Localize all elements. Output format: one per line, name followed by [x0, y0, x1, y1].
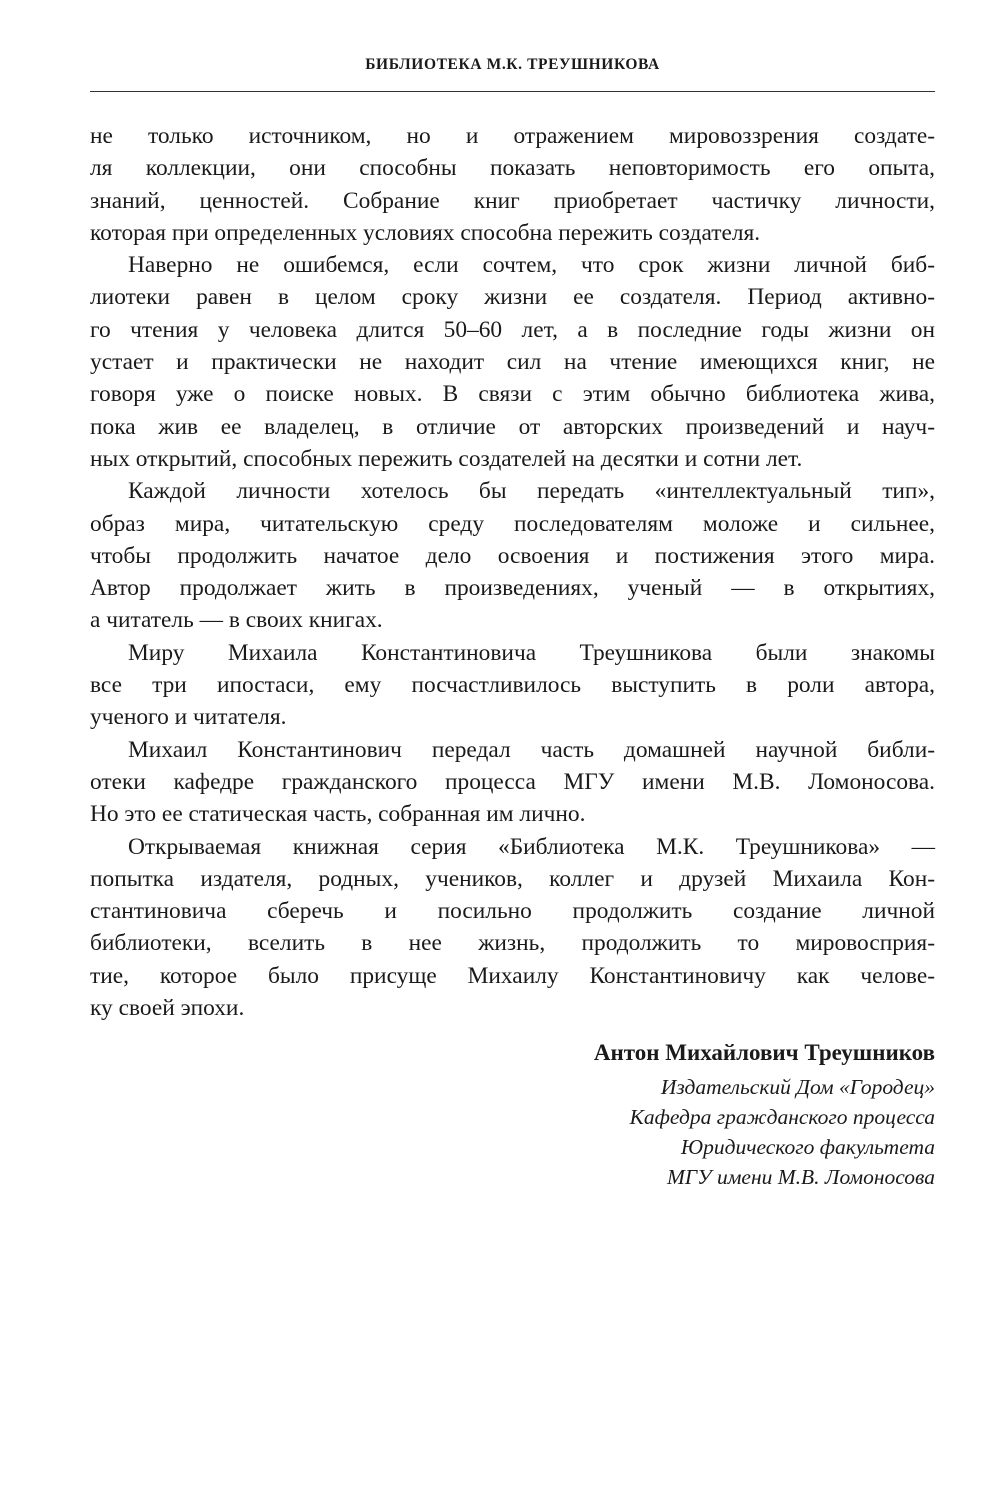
text-line: пока жив ее владелец, в отличие от авторских произведений и науч-: [90, 413, 935, 440]
text-line: не только источником, но и отражением мировоззрения создате-: [90, 123, 935, 149]
paragraph: [90, 120, 935, 249]
text-line: стантиновича сберечь и посильно продолжить создание личной: [90, 898, 935, 925]
text-line: устает и практически не находит сил на чтение имеющихся книг, не: [90, 349, 935, 376]
text-line: библиотеки, вселить в нее жизнь, продолжить то мировосприя-: [90, 930, 935, 957]
text-line: Михаил Константинович передал часть домашней научной библи-: [128, 736, 935, 763]
text-line: ку своей эпохи.: [90, 995, 245, 1022]
text-line: Наверно не ошибемся, если сочтем, что срок жизни личной биб-: [128, 252, 935, 279]
affiliation-line: Юридического факультета: [680, 1135, 935, 1159]
paragraph: [90, 734, 935, 831]
paragraph: [90, 475, 935, 636]
text-line: образ мира, читательскую среду последователям моложе и сильнее,: [90, 510, 935, 537]
paragraph: [90, 831, 935, 1025]
text-line: ля коллекции, они способны показать неповторимость его опыта,: [90, 155, 935, 182]
author-name: Антон Михайлович Треушников: [593, 1040, 935, 1065]
running-head-title: БИБЛИОТЕКА М.К. ТРЕУШНИКОВА: [365, 56, 660, 73]
text-line: Миру Михаила Константиновича Треушникова были знакомы: [128, 639, 935, 666]
text-line: го чтения у человека длится 50–60 лет, а в последние годы жизни он: [90, 316, 935, 343]
text-line: Открываемая книжная серия «Библиотека М.К. Треушникова» —: [128, 833, 935, 860]
signature-block: [594, 1036, 935, 1192]
text-line: которая при определенных условиях способна пережить создателя.: [90, 219, 761, 246]
text-line: знаний, ценностей. Собрание книг приобретает частичку личности,: [90, 187, 935, 214]
text-line: попытка издателя, родных, учеников, коллег и друзей Михаила Кон-: [90, 865, 935, 892]
text-line: говоря уже о поиске новых. В связи с этим обычно библиотека жива,: [90, 381, 935, 408]
paragraph: [90, 249, 935, 475]
text-line: Но это ее статическая часть, собранная им лично.: [90, 801, 586, 828]
text-line: ных открытий, способных пережить создателей на десятки и сотни лет.: [90, 445, 803, 472]
text-line: все три ипостаси, ему посчастливилось выступить в роли автора,: [90, 672, 935, 699]
affiliation-line: Издательский Дом «Городец»: [660, 1075, 935, 1099]
header-rule: [90, 91, 935, 92]
text-line: а читатель — в своих книгах.: [90, 607, 383, 634]
text-line: лиотеки равен в целом сроку жизни ее создателя. Период активно-: [90, 284, 935, 311]
affiliation-line: МГУ имени М.В. Ломоносова: [666, 1165, 935, 1189]
paragraph: [90, 637, 935, 734]
text-line: чтобы продолжить начатое дело освоения и постижения этого мира.: [90, 542, 935, 569]
text-line: Каждой личности хотелось бы передать «интеллектуальный тип»,: [128, 478, 935, 505]
text-line: Автор продолжает жить в произведениях, ученый — в открытиях,: [90, 575, 935, 602]
body-text: [90, 120, 935, 1024]
text-line: тие, которое было присуще Михаилу Константиновичу как челове-: [90, 962, 935, 989]
text-line: отеки кафедре гражданского процесса МГУ имени М.В. Ломоносова.: [90, 768, 935, 795]
affiliation-line: Кафедра гражданского процесса: [629, 1105, 935, 1129]
text-line: ученого и читателя.: [90, 704, 287, 731]
